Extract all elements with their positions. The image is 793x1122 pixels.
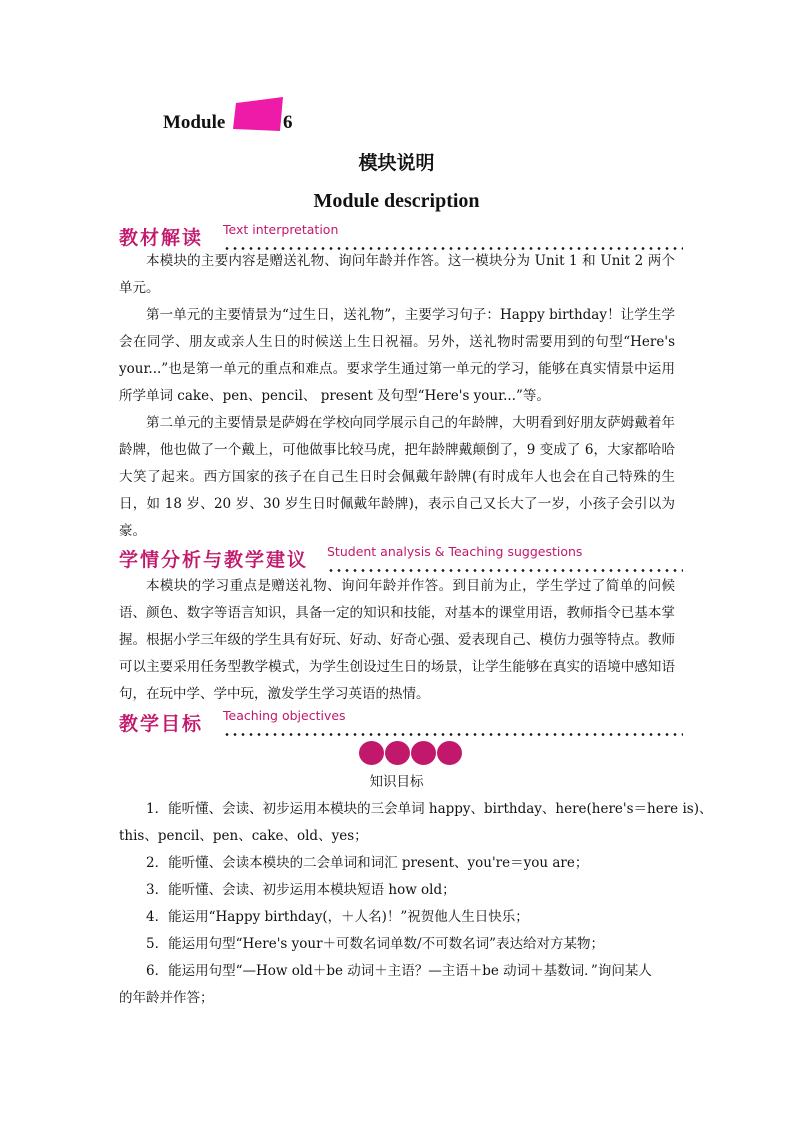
circle-decoration [385, 741, 410, 765]
paragraph: 本模块的主要内容是赠送礼物、询问年龄并作答。这一模块分为 Unit 1 和 Unit 2 两个单元。 [119, 253, 675, 296]
objective-line: 2．能听懂、会读本模块的二会单词和词汇 present、you're＝you are； [146, 855, 589, 871]
objective-line: this、pencil、pen、cake、old、yes； [119, 828, 368, 844]
section-title-en: Text interpretation [223, 222, 339, 237]
student-analysis-body [119, 573, 675, 708]
page-title-cn: 模块说明 [358, 152, 435, 174]
dotted-divider [223, 733, 683, 736]
circle-decoration [359, 741, 384, 765]
objective-line: 的年龄并作答； [119, 990, 214, 1006]
objective-line: 6．能运用句型“—How old＋be 动词＋主语？—主语＋be 动词＋基数词．”询问某人 [146, 963, 652, 979]
page-title-en: Module description [313, 190, 480, 212]
module-number: 6 [283, 112, 293, 133]
paragraph: 第一单元的主要情景为“过生日，送礼物”，主要学习句子：Happy birthday！让学生学会在同学、朋友或亲人生日的时候送上生日祝福。另外，送礼物时需要用到的句型“Here's your...”也是第一单元的重点和难点。要求学生通过第一单元的学习，能够在真实情景中运用所学单词 cake、pen、pencil、 present 及句型“Here's your...”等。 [119, 307, 675, 404]
section-heading-student-analysis [119, 546, 683, 572]
objective-line: 5．能运用句型“Here's your＋可数名词单数/不可数名词”表达给对方某物； [146, 936, 604, 952]
text-interpretation-body [119, 248, 675, 545]
section-title-cn: 学情分析与教学建议 [119, 549, 309, 571]
section-title-en: Teaching objectives [223, 708, 346, 723]
dotted-divider [327, 569, 683, 572]
module-badge-shape [233, 97, 285, 131]
objectives-subtitle: 知识目标 [369, 774, 424, 790]
decorative-circles [359, 741, 463, 765]
section-title-cn: 教材解读 [119, 227, 204, 249]
module-word: Module [163, 112, 226, 133]
paragraph: 第二单元的主要情景是萨姆在学校向同学展示自己的年龄牌，大明看到好朋友萨姆戴着年龄牌，他也做了一个戴上，可他做事比较马虎，把年龄牌戴颠倒了，9 变成了 6，大家都哈哈大笑了起来。西方国家的孩子在自己生日时会佩戴年龄牌(有时成年人也会在自己特殊的生日，如 18 岁、20 岁、30 岁生日时佩戴年龄牌)，表示自己又长大了一岁，小孩子会引以为豪。 [119, 415, 675, 539]
module-heading [163, 112, 293, 134]
objective-line: 3．能听懂、会读、初步运用本模块短语 how old； [146, 882, 456, 898]
paragraph: 本模块的学习重点是赠送礼物、询问年龄并作答。到目前为止，学生学过了简单的问候语、颜色、数字等语言知识，具备一定的知识和技能，对基本的课堂用语，教师指令已基本掌握。根据小学三年级的学生具有好玩、好动、好奇心强、爱表现自己、模仿力强等特点。教师可以主要采用任务型教学模式，为学生创设过生日的场景，让学生能够在真实的语境中感知语句，在玩中学、学中玩，激发学生学习英语的热情。 [119, 578, 675, 702]
objective-line: 1．能听懂、会读、初步运用本模块的三会单词 happy、birthday、here(here's＝here is)、 [146, 801, 713, 817]
section-heading-text-interpretation [119, 224, 683, 250]
circle-decoration [437, 741, 462, 765]
section-heading-teaching-objectives [119, 710, 683, 736]
circle-decoration [411, 741, 436, 765]
section-title-en: Student analysis & Teaching suggestions [327, 544, 583, 559]
section-title-cn: 教学目标 [119, 713, 204, 735]
objective-line: 4．能运用“Happy birthday(，＋人名)！”祝贺他人生日快乐； [146, 909, 529, 925]
